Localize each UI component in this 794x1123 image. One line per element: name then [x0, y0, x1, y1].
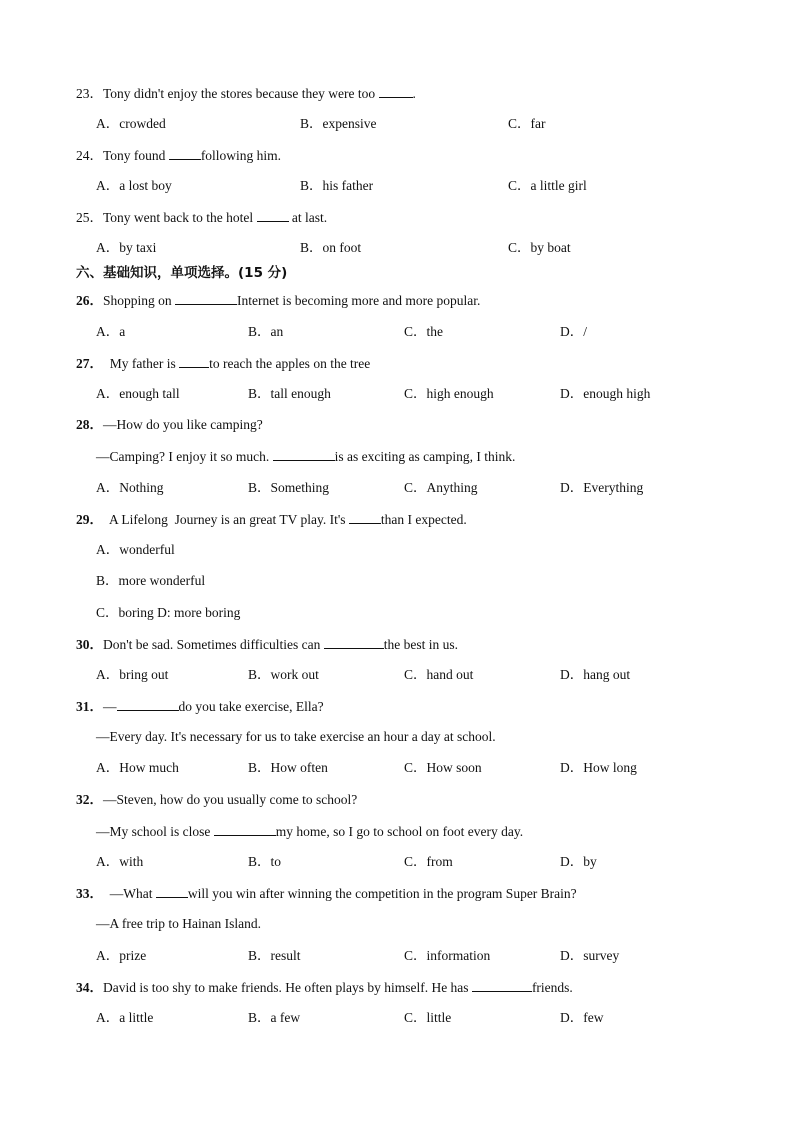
answer-blank	[257, 209, 289, 222]
answer-blank	[214, 823, 276, 836]
question-33-option-c: C．information	[404, 948, 491, 963]
question-24-stem	[76, 147, 281, 164]
question-number: 34．	[76, 980, 103, 995]
question-24-stem-post: following him.	[200, 148, 282, 163]
question-32-reply-post: my home, so I go to school on foot every day.	[275, 824, 524, 839]
section-6-title: 六、基础知识，单项选择。(15 分)	[76, 265, 288, 281]
question-28-stem	[76, 417, 263, 433]
question-29-stem	[76, 511, 467, 528]
answer-blank	[117, 698, 179, 711]
question-28-reply	[96, 448, 515, 465]
question-34-option-a: A．a little	[96, 1010, 154, 1025]
question-34-option-c: C．little	[404, 1010, 452, 1025]
question-28-option-c: C．Anything	[404, 480, 478, 495]
question-30-option-c: C．hand out	[404, 667, 474, 682]
question-28-option-d: D．Everything	[560, 480, 644, 495]
question-28-option-a: A．Nothing	[96, 480, 164, 495]
question-31-option-a: A．How much	[96, 760, 179, 775]
question-23-stem-post: .	[412, 86, 416, 101]
question-32-stem-text: —Steven, how do you usually come to school?	[103, 792, 358, 807]
question-23-option-b: B．expensive	[300, 116, 377, 131]
question-27-stem-pre: My father is	[103, 356, 180, 371]
question-24-option-c: C．a little girl	[508, 178, 587, 193]
question-30-stem-pre: Don't be sad. Sometimes difficulties can	[103, 637, 324, 652]
question-29-option-cd: C．boring D: more boring	[96, 605, 241, 620]
question-24-option-a: A．a lost boy	[96, 178, 172, 193]
question-23-stem-pre: 23．Tony didn't enjoy the stores because they were too	[76, 86, 379, 101]
question-28-stem-text: —How do you like camping?	[103, 417, 263, 432]
question-24-stem-pre: 24．Tony found	[76, 148, 169, 163]
question-33-reply: —A free trip to Hainan Island.	[96, 916, 261, 931]
answer-blank	[349, 511, 381, 524]
question-number: 29．	[76, 512, 103, 527]
answer-blank	[472, 979, 532, 992]
answer-blank	[179, 355, 209, 368]
question-31-reply: —Every day. It's necessary for us to take exercise an hour a day at school.	[96, 729, 496, 744]
answer-blank	[379, 85, 413, 98]
question-33-stem	[76, 885, 577, 902]
question-28-option-b: B．Something	[248, 480, 330, 495]
question-27-option-a: A．enough tall	[96, 386, 180, 401]
question-29-stem-pre: A Lifelong Journey is an great TV play. It's	[103, 512, 349, 527]
question-34-stem-pre: David is too shy to make friends. He often plays by himself. He has	[103, 980, 472, 995]
answer-blank	[156, 885, 188, 898]
question-34-stem	[76, 979, 573, 996]
question-32-option-a: A．with	[96, 854, 144, 869]
question-number: 26．	[76, 293, 103, 308]
question-29-stem-post: than I expected.	[380, 512, 467, 527]
question-28-reply-post: is as exciting as camping, I think.	[334, 449, 516, 464]
question-30-stem-post: the best in us.	[383, 637, 459, 652]
question-25-option-c: C．by boat	[508, 240, 571, 255]
question-32-reply	[96, 823, 523, 840]
question-31-option-b: B．How often	[248, 760, 328, 775]
answer-blank	[175, 292, 237, 305]
question-28-reply-pre: —Camping? I enjoy it so much.	[96, 449, 273, 464]
question-31-stem	[76, 698, 324, 715]
question-27-stem-post: to reach the apples on the tree	[209, 356, 371, 371]
question-32-option-b: B．to	[248, 854, 282, 869]
question-25-stem	[76, 209, 327, 226]
question-31-stem-post: do you take exercise, Ella?	[178, 699, 324, 714]
question-29-option-b: B．more wonderful	[96, 573, 206, 588]
question-30-option-b: B．work out	[248, 667, 319, 682]
question-number: 28．	[76, 417, 103, 432]
question-27-option-c: C．high enough	[404, 386, 494, 401]
question-33-stem-post: will you win after winning the competition in the program Super Brain?	[187, 886, 577, 901]
question-30-stem	[76, 636, 458, 653]
question-34-option-b: B．a few	[248, 1010, 301, 1025]
question-26-option-a: A．a	[96, 324, 126, 339]
question-23-option-a: A．crowded	[96, 116, 166, 131]
question-32-reply-pre: —My school is close	[96, 824, 214, 839]
question-number: 31．	[76, 699, 103, 714]
question-33-option-a: A．prize	[96, 948, 147, 963]
question-25-option-b: B．on foot	[300, 240, 362, 255]
question-32-option-d: D．by	[560, 854, 597, 869]
question-34-stem-post: friends.	[531, 980, 573, 995]
question-33-stem-pre: —What	[103, 886, 156, 901]
question-31-option-c: C．How soon	[404, 760, 482, 775]
question-26-stem-post: Internet is becoming more and more popular.	[237, 293, 481, 308]
question-32-stem	[76, 792, 357, 808]
question-26-option-d: D．/	[560, 324, 587, 339]
question-number: 32．	[76, 792, 103, 807]
question-33-option-d: D．survey	[560, 948, 620, 963]
question-26-option-b: B．an	[248, 324, 284, 339]
answer-blank	[273, 448, 335, 461]
question-27-option-b: B．tall enough	[248, 386, 331, 401]
question-number: 30．	[76, 637, 103, 652]
question-26-option-c: C．the	[404, 324, 443, 339]
question-26-stem	[76, 292, 480, 309]
question-32-option-c: C．from	[404, 854, 453, 869]
question-33-option-b: B．result	[248, 948, 301, 963]
answer-blank	[324, 636, 384, 649]
question-27-stem	[76, 355, 370, 372]
question-number: 33．	[76, 886, 103, 901]
question-31-stem-pre: —	[103, 699, 117, 714]
question-25-stem-pre: 25．Tony went back to the hotel	[76, 210, 257, 225]
question-30-option-d: D．hang out	[560, 667, 631, 682]
question-23-stem	[76, 85, 416, 102]
question-26-stem-pre: Shopping on	[103, 293, 176, 308]
question-27-option-d: D．enough high	[560, 386, 651, 401]
question-29-option-a: A．wonderful	[96, 542, 175, 557]
question-number: 27．	[76, 356, 103, 371]
question-31-option-d: D．How long	[560, 760, 637, 775]
answer-blank	[169, 147, 201, 160]
question-30-option-a: A．bring out	[96, 667, 169, 682]
question-23-option-c: C．far	[508, 116, 546, 131]
question-25-stem-post: at last.	[288, 210, 328, 225]
question-34-option-d: D．few	[560, 1010, 604, 1025]
question-24-option-b: B．his father	[300, 178, 374, 193]
question-25-option-a: A．by taxi	[96, 240, 157, 255]
